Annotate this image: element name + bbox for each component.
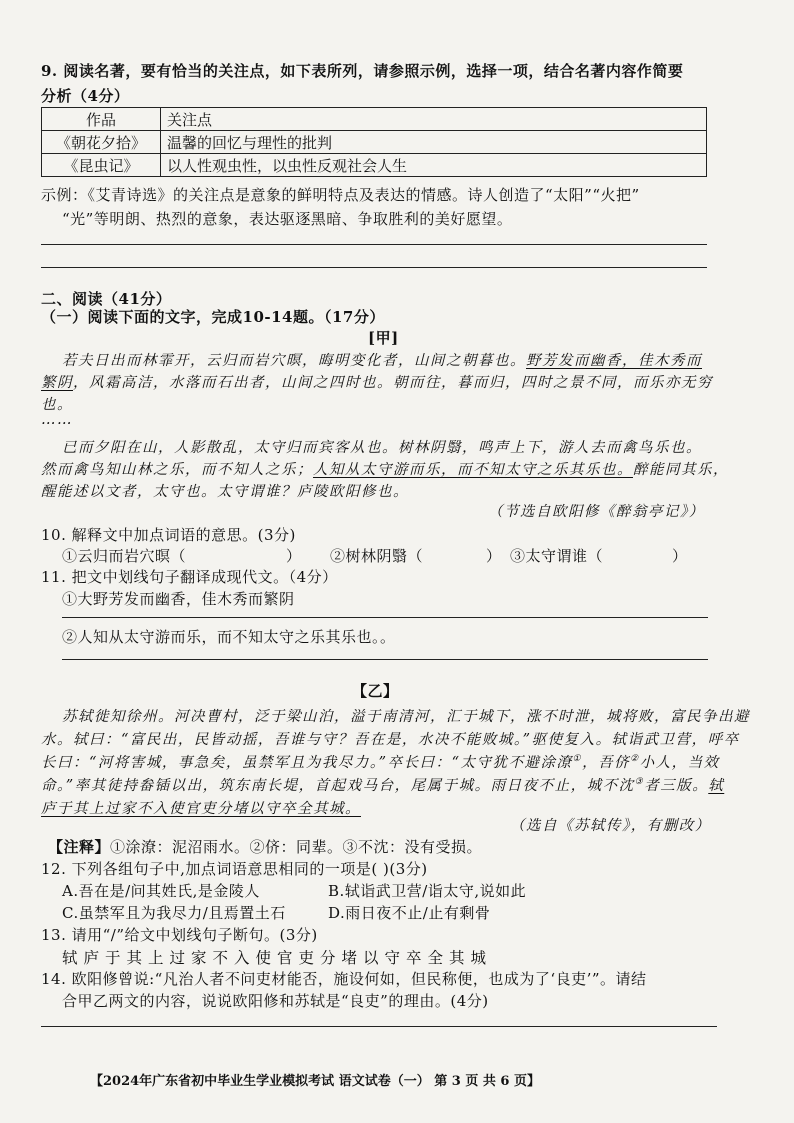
q13-sentence: 轼庐于其上过家不入使官吏分堵以守卒全其城: [62, 949, 493, 967]
notes: [48, 836, 482, 857]
passage-text: 者三版。: [644, 778, 709, 794]
notes-text: ①涂潦：泥沼雨水。②侪：同辈。③不沈：没有受损。: [110, 838, 483, 856]
passage-yi-line: 水。轼曰：“富民出，民皆动摇，吾谁与守？吾在是，水决不能败城。”驱使复入。轼诣武卫营，呼卒: [41, 732, 740, 748]
table-row: [42, 131, 707, 154]
q9-example-line2: “光”等明朗、热烈的意象，表达驱逐黑暗、争取胜利的美好愿望。: [62, 210, 513, 228]
ellipsis: ……: [41, 412, 73, 428]
passage-yi-line: [41, 774, 724, 795]
passage-label-jia: [甲]: [368, 329, 399, 347]
q11-stem: 11. 把文中划线句子翻译成现代文。（4分）: [41, 568, 338, 586]
table-row: [42, 154, 707, 177]
table-header-cell: 关注点: [161, 108, 707, 131]
table-cell: 《朝花夕拾》: [42, 131, 161, 154]
q12-stem: 12. 下列各组句子中,加点词语意思相同的一项是( )(3分): [41, 860, 428, 878]
passage-text: 醉能同其乐，: [633, 462, 729, 478]
table-header-cell: 作品: [42, 108, 161, 131]
passage-jia-line: [41, 458, 729, 479]
q10-item: ①云归而岩穴暝（: [62, 547, 187, 565]
underlined-sentence: 野芳发而幽香，佳木秀而: [526, 353, 702, 369]
section-title: 二、阅读（41分）: [41, 290, 172, 308]
passage-jia-line: 已而夕阳在山，人影散乱，太守归而宾客从也。树林阴翳，鸣声上下，游人去而禽鸟乐也。: [62, 440, 702, 456]
q10-item: ②树林阴翳（: [330, 547, 424, 565]
passage-text: 命。”率其徒持畚锸以出，筑东南长堤，首起戏马台，尾属于城。雨日夜不止，城不沈: [41, 778, 635, 794]
q13-stem: 13. 请用“/”给文中划线句子断句。(3分): [41, 926, 318, 944]
q14-stem-line2: 合甲乙两文的内容，说说欧阳修和苏轼是“良吏”的理由。(4分): [62, 992, 489, 1010]
passage-yi-line: 苏轼徙知徐州。河决曹村，泛于梁山泊，溢于南清河，汇于城下，涨不时泄，城将败，富民争出避: [62, 709, 750, 725]
q10-item: ③太守谓谁（: [510, 547, 604, 565]
passage-text: 小人，当效: [639, 755, 720, 771]
underlined-sentence: 人知从太守游而乐，而不知太守之乐其乐也。: [313, 462, 633, 478]
passage-text: 长曰：“河将害城，事急矣，虽禁军且为我尽力。”卒长曰：“太守犹不避涂潦: [41, 755, 573, 771]
underlined-sentence: 庐于其上过家不入使官吏分堵以守卒全其城。: [41, 801, 361, 817]
q10-stem: 10. 解释文中加点词语的意思。(3分): [41, 526, 296, 544]
notes-label: 【注释】: [48, 838, 111, 856]
underlined-sentence: 轼: [708, 778, 725, 794]
table-cell: 以人性观虫性，以虫性反观社会人生: [161, 154, 707, 177]
part-title: （一）阅读下面的文字，完成10-14题。（17分）: [41, 308, 385, 326]
passage-label-yi: 【乙】: [352, 682, 399, 700]
q9-table: [41, 107, 707, 177]
q11-sentence: ①大野芳发而幽香，佳木秀而繁阴: [62, 590, 295, 608]
q12-option-d: D.雨日夜不止/止有剩骨: [328, 904, 491, 922]
answer-line: [62, 659, 708, 660]
q10-item: ）: [486, 547, 502, 565]
q10-item: ）: [672, 547, 688, 565]
q12-option-c: C.虽禁军且为我尽力/且焉置土石: [62, 904, 286, 922]
answer-line: [41, 244, 707, 245]
q11-sentence: ②人知从太守游而乐，而不知太守之乐其乐也。。: [62, 628, 396, 646]
page-footer: 【2024年广东省初中毕业生学业模拟考试 语文试卷（一） 第 3 页 共 6 页】: [90, 1074, 540, 1089]
passage-source: （节选自欧阳修《醉翁亭记》）: [488, 504, 705, 520]
answer-line: [41, 267, 707, 268]
q9-example-line1: 示例：《艾青诗选》的关注点是意象的鲜明特点及表达的情感。诗人创造了“太阳”“火把”: [41, 186, 640, 204]
underlined-sentence: 繁阴: [41, 375, 73, 391]
q9-stem-line1: 9. 阅读名著，要有恰当的关注点，如下表所列，请参照示例，选择一项，结合名著内容作简要: [41, 62, 684, 80]
table-cell: 温馨的回忆与理性的批判: [161, 131, 707, 154]
note-mark: ①: [572, 754, 583, 765]
q10-item: ）: [286, 547, 302, 565]
passage-jia-line: 醒能述以文者，太守也。太守谓谁？庐陵欧阳修也。: [41, 484, 409, 500]
q12-option-a: A.吾在是/问其姓氏,是金陵人: [62, 882, 260, 900]
answer-line: [62, 617, 708, 618]
answer-line: [41, 1026, 717, 1027]
note-mark: ②: [630, 754, 640, 765]
passage-text: ，风霜高洁，水落而石出者，山间之四时也。朝而往，暮而归，四时之景不同，而乐亦无穷: [73, 375, 713, 391]
q12-option-b: B.轼诣武卫营/诣太守,说如此: [328, 882, 527, 900]
note-mark: ③: [634, 777, 645, 788]
passage-text: 然而禽鸟知山林之乐，而不知人之乐；: [41, 462, 313, 478]
passage-source: （选自《苏轼传》，有删改）: [510, 818, 711, 834]
passage-text: 若夫日出而林霏开，云归而岩穴暝，晦明变化者，山间之朝暮也。: [62, 353, 526, 369]
passage-yi-line: [41, 751, 720, 772]
q14-stem-line1: 14. 欧阳修曾说:“凡治人者不问吏材能否，施设何如，但民称便，也成为了‘良吏’”。请结: [41, 970, 647, 988]
table-header-row: [42, 108, 707, 131]
passage-jia-line: [41, 371, 713, 392]
passage-jia-line: 也。: [41, 397, 73, 413]
passage-text: ，吾侪: [582, 755, 631, 771]
table-cell: 《昆虫记》: [42, 154, 161, 177]
q9-stem-line2: 分析（4分）: [41, 87, 130, 105]
passage-jia-line: [62, 349, 702, 370]
